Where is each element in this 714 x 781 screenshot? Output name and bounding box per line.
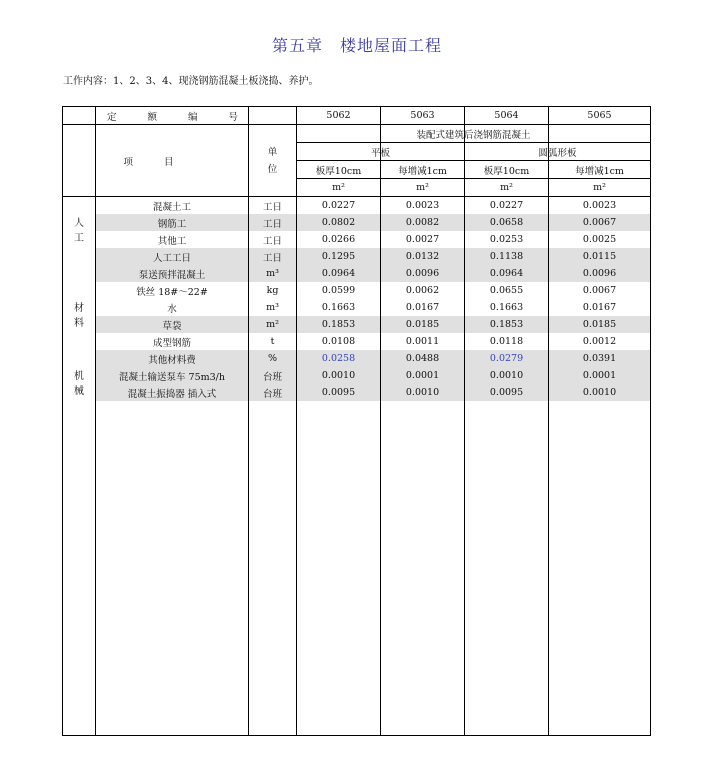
code-cell: 5065 <box>549 107 651 125</box>
work-content: 工作内容：1、2、3、4、现浇钢筋混凝土板浇捣、养护。 <box>63 76 319 87</box>
value-cell: 0.0108 <box>297 333 381 350</box>
table-row <box>63 350 651 367</box>
item-name: 钢筋工 <box>96 214 249 231</box>
group-title: 装配式建筑后浇钢筋混凝土 <box>297 125 651 143</box>
column-unit: m² <box>549 179 651 197</box>
value-cell: 0.0964 <box>465 265 549 282</box>
value-cell: 0.0001 <box>549 367 651 384</box>
item-name: 人工工日 <box>96 248 249 265</box>
column-label: 每增减1cm <box>549 161 651 179</box>
item-unit: m³ <box>249 299 297 316</box>
value-cell: 0.0115 <box>549 248 651 265</box>
item-unit: 台班 <box>249 367 297 384</box>
item-name: 其他材料费 <box>96 350 249 367</box>
value-cell: 0.0023 <box>549 197 651 215</box>
value-cell: 0.0391 <box>549 350 651 367</box>
item-name: 成型钢筋 <box>96 333 249 350</box>
value-cell: 0.0095 <box>465 384 549 401</box>
value-cell: 0.0655 <box>465 282 549 299</box>
item-name: 混凝土输送泵车 75m3/h <box>96 367 249 384</box>
value-cell: 0.0011 <box>381 333 465 350</box>
header-row-codes <box>63 107 651 125</box>
table-row <box>63 367 651 384</box>
table-bottom-border <box>62 735 650 736</box>
value-cell: 0.0132 <box>381 248 465 265</box>
table-row <box>63 299 651 316</box>
value-cell: 0.0488 <box>381 350 465 367</box>
value-cell: 0.1663 <box>465 299 549 316</box>
table-row <box>63 333 651 350</box>
value-cell: 0.0096 <box>549 265 651 282</box>
unit-label-text: 单位 <box>267 146 278 175</box>
value-cell: 0.0025 <box>549 231 651 248</box>
value-cell: 0.0082 <box>381 214 465 231</box>
value-cell: 0.0096 <box>381 265 465 282</box>
subgroup-flat: 平板 <box>297 143 465 161</box>
table-row <box>63 248 651 265</box>
value-cell: 0.0266 <box>297 231 381 248</box>
value-cell: 0.0062 <box>381 282 465 299</box>
column-label: 每增减1cm <box>381 161 465 179</box>
value-cell: 0.0095 <box>297 384 381 401</box>
item-unit: kg <box>249 282 297 299</box>
item-unit: m³ <box>249 265 297 282</box>
group-label-text: 人工 <box>74 218 84 244</box>
value-cell: 0.0279 <box>465 350 549 367</box>
value-cell: 0.0010 <box>465 367 549 384</box>
quota-no-text: 定 额 编 号 <box>106 111 253 123</box>
page-title: 第五章 楼地屋面工程 <box>271 36 442 55</box>
group-label-text: 材料 <box>74 303 84 329</box>
value-cell: 0.0964 <box>297 265 381 282</box>
value-cell: 0.0067 <box>549 214 651 231</box>
value-cell: 0.0010 <box>381 384 465 401</box>
item-label <box>63 125 249 197</box>
item-unit: 台班 <box>249 384 297 401</box>
value-cell: 0.1295 <box>297 248 381 265</box>
value-cell: 0.0185 <box>549 316 651 333</box>
value-cell: 0.0067 <box>549 282 651 299</box>
item-name: 混凝土振捣器 插入式 <box>96 384 249 401</box>
column-label: 板厚10cm <box>465 161 549 179</box>
item-name: 泵送预拌混凝土 <box>96 265 249 282</box>
quota-table-frame <box>62 106 650 736</box>
value-cell: 0.0258 <box>297 350 381 367</box>
value-cell: 0.0001 <box>381 367 465 384</box>
item-name: 其他工 <box>96 231 249 248</box>
quota-no-label <box>63 107 297 125</box>
value-cell: 0.0023 <box>381 197 465 215</box>
value-cell: 0.1853 <box>465 316 549 333</box>
value-cell: 0.0658 <box>465 214 549 231</box>
item-label-text: 项 目 <box>123 156 188 168</box>
subgroup-arc: 圆弧形板 <box>465 143 651 161</box>
item-unit: 工日 <box>249 214 297 231</box>
column-unit: m² <box>465 179 549 197</box>
item-name: 草袋 <box>96 316 249 333</box>
item-name: 混凝土工 <box>96 197 249 215</box>
value-cell: 0.0010 <box>549 384 651 401</box>
column-unit: m² <box>381 179 465 197</box>
table-row <box>63 316 651 333</box>
value-cell: 0.0010 <box>297 367 381 384</box>
value-cell: 0.0227 <box>297 197 381 215</box>
value-cell: 0.0118 <box>465 333 549 350</box>
table-row <box>63 265 651 282</box>
code-cell: 5062 <box>297 107 381 125</box>
column-label: 板厚10cm <box>297 161 381 179</box>
item-name: 水 <box>96 299 249 316</box>
item-unit: m² <box>249 316 297 333</box>
group-label <box>63 265 96 367</box>
value-cell: 0.0599 <box>297 282 381 299</box>
item-unit: 工日 <box>249 197 297 215</box>
item-unit: % <box>249 350 297 367</box>
value-cell: 0.0253 <box>465 231 549 248</box>
header-row-group <box>63 125 651 143</box>
value-cell: 0.0167 <box>549 299 651 316</box>
value-cell: 0.1138 <box>465 248 549 265</box>
item-name: 铁丝 18#～22# <box>96 282 249 299</box>
item-unit: t <box>249 333 297 350</box>
table-row <box>63 197 651 215</box>
group-label <box>63 367 96 401</box>
item-unit: 工日 <box>249 231 297 248</box>
value-cell: 0.0227 <box>465 197 549 215</box>
table-row <box>63 214 651 231</box>
value-cell: 0.0027 <box>381 231 465 248</box>
table-row <box>63 282 651 299</box>
code-cell: 5063 <box>381 107 465 125</box>
unit-label <box>249 125 297 197</box>
value-cell: 0.0185 <box>381 316 465 333</box>
quota-table <box>62 106 651 401</box>
value-cell: 0.0167 <box>381 299 465 316</box>
item-unit: 工日 <box>249 248 297 265</box>
group-label-text: 机械 <box>74 371 84 397</box>
table-row <box>63 384 651 401</box>
value-cell: 0.0802 <box>297 214 381 231</box>
group-label <box>63 197 96 266</box>
column-unit: m² <box>297 179 381 197</box>
value-cell: 0.1663 <box>297 299 381 316</box>
value-cell: 0.1853 <box>297 316 381 333</box>
value-cell: 0.0012 <box>549 333 651 350</box>
table-row <box>63 231 651 248</box>
code-cell: 5064 <box>465 107 549 125</box>
